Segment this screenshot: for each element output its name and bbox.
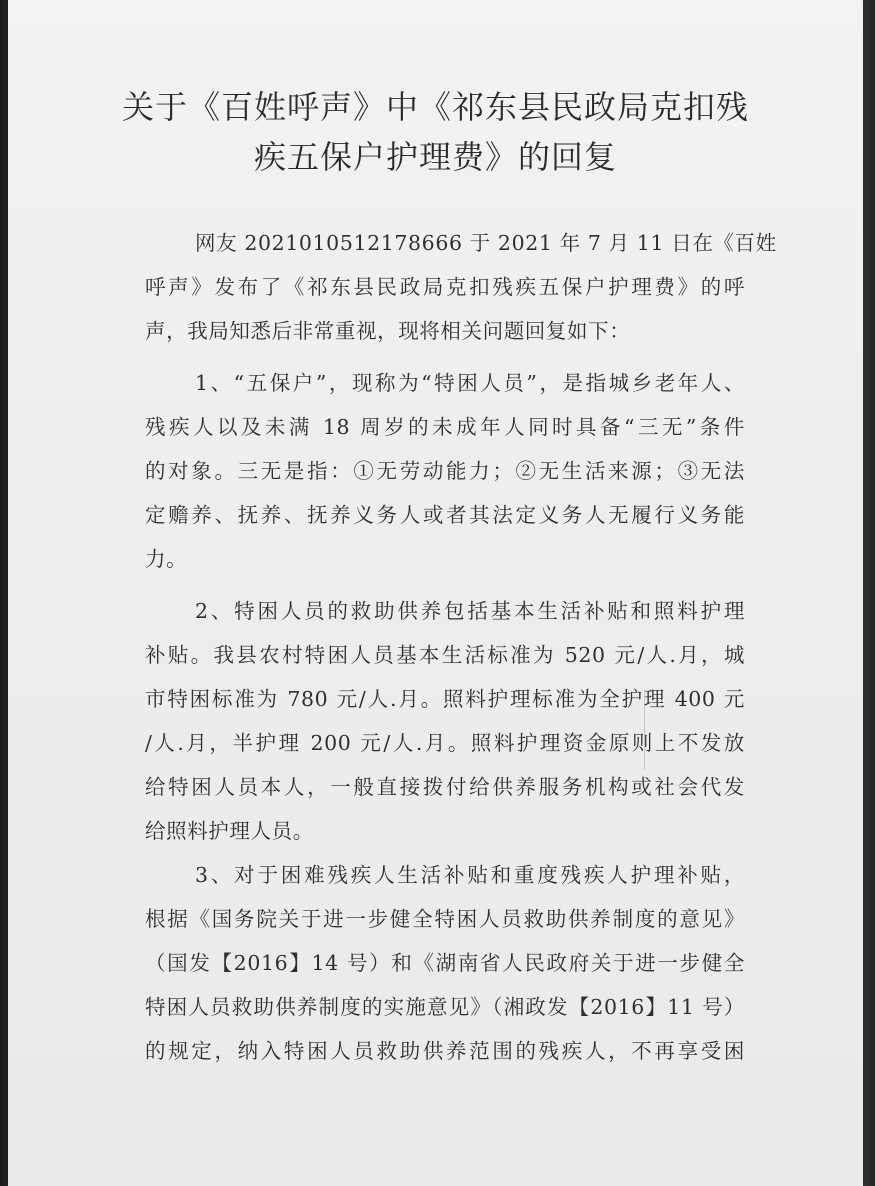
paragraph-line: 2、特困人员的救助供养包括基本生活补贴和照料护理 xyxy=(195,599,745,623)
paragraph-line: 残疾人以及未满 18 周岁的未成年人同时具备“三无”条件 xyxy=(145,415,745,439)
paragraph-line: 特困人员救助供养制度的实施意见》（湘政发【2016】11 号） xyxy=(145,995,745,1019)
paper-sheet xyxy=(8,0,863,1186)
paragraph-line: （国发【2016】14 号）和《湖南省人民政府关于进一步健全 xyxy=(145,951,745,975)
background-edge-right xyxy=(861,0,875,1186)
paragraph-line: 市特困标准为 780 元/人.月。照料护理标准为全护理 400 元 xyxy=(145,687,745,711)
paragraph-line: 补贴。我县农村特困人员基本生活标准为 520 元/人.月，城 xyxy=(145,643,745,667)
paragraph-line: 的对象。三无是指：①无劳动能力；②无生活来源；③无法 xyxy=(145,459,745,483)
title-line-1: 关于《百姓呼声》中《祁东县民政局克扣残 xyxy=(121,88,749,126)
paragraph-line: 声，我局知悉后非常重视，现将相关问题回复如下： xyxy=(145,319,631,343)
paragraph-line: 的规定，纳入特困人员救助供养范围的残疾人，不再享受困 xyxy=(145,1039,745,1063)
paper-fold-mark xyxy=(644,690,645,770)
paragraph-line: 3、对于困难残疾人生活补贴和重度残疾人护理补贴， xyxy=(195,863,745,887)
paragraph-line: 力。 xyxy=(145,547,188,571)
paragraph-line: 网友 2021010512178666 于 2021 年 7 月 11 日在《百姓 xyxy=(195,231,777,255)
paragraph-line: 给特困人员本人，一般直接拨付给供养服务机构或社会代发 xyxy=(145,775,745,799)
paragraph-line: /人.月，半护理 200 元/人.月。照料护理资金原则上不发放 xyxy=(145,731,745,755)
paragraph-line: 根据《国务院关于进一步健全特困人员救助供养制度的意见》 xyxy=(145,907,745,931)
title-line-2: 疾五保户护理费》的回复 xyxy=(253,138,617,176)
paragraph-line: 定赡养、抚养、抚养义务人或者其法定义务人无履行义务能 xyxy=(145,503,745,527)
paragraph-line: 给照料护理人员。 xyxy=(145,819,314,843)
paragraph-line: 1、“五保户”，现称为“特困人员”，是指城乡老年人、 xyxy=(195,371,745,395)
paragraph-line: 呼声》发布了《祁东县民政局克扣残疾五保户护理费》的呼 xyxy=(145,275,745,299)
